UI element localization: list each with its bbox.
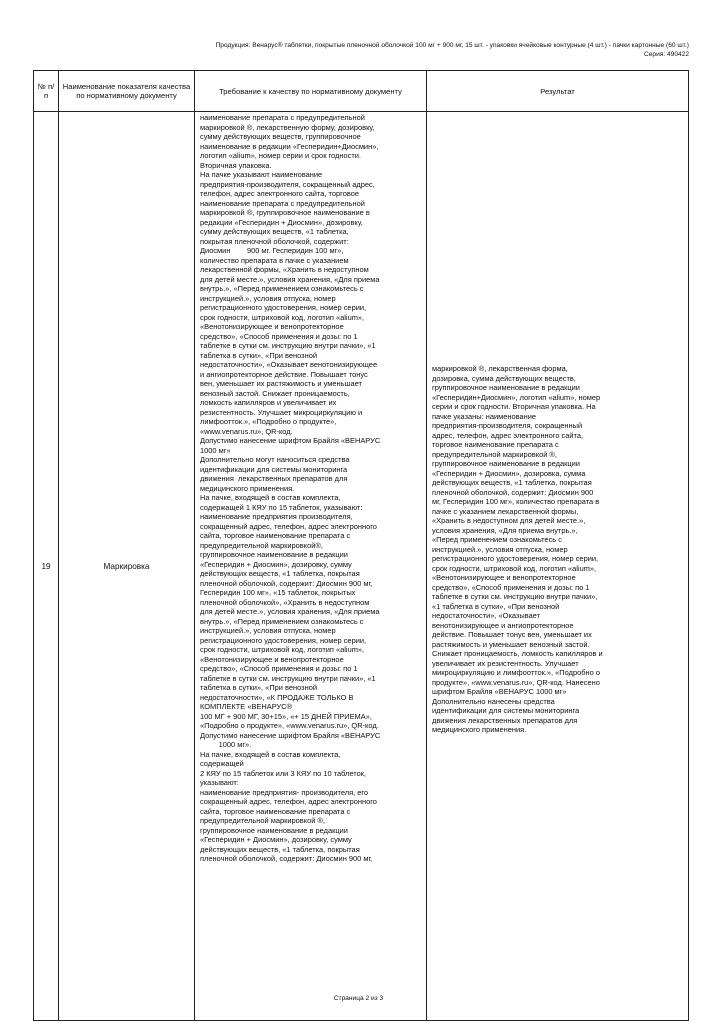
requirement-line: пленочной оболочкой, содержит: Диосмин 900 мг,	[200, 854, 373, 863]
requirement-line: таблетка в сутки», «При венозной	[200, 350, 317, 360]
result-line: условия хранения, «Для приема внутрь.»,	[432, 525, 578, 535]
requirement-line: средство», «Способ применения и дозы: по 1	[200, 331, 358, 341]
requirement-line: инструкцией.», условия отпуска, номер	[200, 626, 336, 635]
requirement-line: ломкость капилляров и увеличивает их	[200, 398, 337, 407]
requirement-line: идентификации для системы мониторинга	[200, 464, 348, 474]
result-line: «Гесперидин+Диосмин», логотип «alium», номер	[432, 392, 601, 402]
requirement-line: Гесперидин 100 мг», «15 таблеток, покрытых	[200, 588, 356, 597]
result-line: торговое наименование препарата с	[432, 440, 559, 449]
result-line: продукте», «www.venarus.ru», QR-код. Нанесено	[432, 677, 600, 687]
result-line: группировочное наименование в редакции	[432, 459, 580, 468]
result-line: увеличивает их резистентность. Улучшает	[432, 658, 579, 668]
requirement-line: указывают:	[200, 778, 239, 787]
requirement-line: пленочной оболочкой, содержит: Диосмин 900 мг,	[200, 578, 373, 588]
result-line: «Перед применением ознакомьтесь с	[432, 535, 562, 544]
result-line: инструкцией.», условия отпуска, номер	[432, 544, 568, 554]
requirement-line: телефон, адрес электронного сайта, торговое	[200, 189, 359, 198]
requirement-line: сокращенный адрес, телефон, адрес электронного	[200, 797, 377, 806]
requirement-line: сумму действующих веществ, группировочное	[200, 132, 361, 141]
requirement-line: недостаточности», «К ПРОДАЖЕ ТОЛЬКО В	[200, 692, 354, 702]
requirement-line: содержащей 1 КЯУ по 15 таблеток, указывают:	[200, 502, 363, 512]
requirement-line: и ангиопротекторное действие. Повышает тонус	[200, 369, 368, 379]
requirement-line: предупредительной маркировкой ®,	[200, 816, 325, 825]
requirement-line: На пачке, входящей в состав комплекта,	[200, 749, 341, 759]
requirement-line: срок годности, штриховой код, логотип «alium»,	[200, 312, 365, 322]
result-line: «Гесперидин + Диосмин», дозировка, сумма	[432, 468, 586, 478]
requirement-line: инструкцией.», условия отпуска, номер	[200, 293, 336, 303]
requirement-text	[200, 113, 423, 864]
requirement-line: резистентность. Улучшает микроциркуляцию и	[200, 407, 363, 417]
result-line: пачке указаны: наименование	[432, 411, 537, 421]
requirement-line: Допустимо нанесение шрифтом Брайля «ВЕНАРУС	[200, 436, 381, 445]
result-line: медицинского применения.	[432, 725, 527, 734]
header-requirement: Требование к качеству по нормативному документу	[195, 71, 427, 112]
requirement-line: таблетке в сутки см. инструкцию внутри пачки», «1	[200, 341, 376, 350]
requirement-line: КОМПЛЕКТЕ «ВЕНАРУС®	[200, 702, 293, 711]
result-line: средство», «Способ применения и дозы: по 1	[432, 582, 590, 592]
result-line: действующих веществ, «1 таблетка, покрытая	[432, 478, 592, 487]
page-number: Страница 2 из 3	[333, 995, 384, 1002]
header-indicator: Наименование показателя качества по нормативному документу	[59, 71, 195, 112]
requirement-line: действующих веществ, «1 таблетка, покрытая	[200, 569, 360, 578]
requirement-line: логотип «alium», номер серии и срок годности.	[200, 151, 361, 160]
requirement-line: маркировкой ®, группировочное наименование в	[200, 208, 370, 217]
result-line: мг, Гесперидин 100 мг», количество препарата в	[432, 497, 600, 506]
result-line: «1 таблетка в сутки», «При венозной	[432, 601, 560, 611]
requirement-cell	[195, 112, 427, 1021]
result-line: Дополнительно нанесены средства	[432, 696, 555, 706]
result-line: венотонизирующее и ангиопротекторное	[432, 620, 574, 630]
requirement-line: количество препарата в пачке с указанием	[200, 255, 349, 265]
requirement-line: содержащей	[200, 759, 244, 768]
result-line: пленочной оболочкой, содержит: Диосмин 900	[432, 487, 594, 497]
requirement-line: «Гесперидин + Диосмин», дозировку, сумму	[200, 835, 352, 844]
requirement-line: наименование предприятия- производителя, его	[200, 787, 369, 797]
result-line: «Хранить в недоступном для детей месте.»,	[432, 516, 586, 525]
requirement-line: венозный застой. Снижает проницаемость,	[200, 388, 350, 398]
requirement-line: сумму действующих веществ, «1 таблетка,	[200, 227, 349, 236]
requirement-line: наименование препарата с предупредительной	[200, 198, 365, 208]
result-line: «Венотонизирующее и венопротекторное	[432, 573, 576, 582]
requirement-line: лимфоотток.», «Подробно о продукте»,	[200, 417, 337, 426]
result-line: дозировка, сумма действующих веществ,	[432, 373, 576, 383]
result-line: растяжимость и уменьшает венозный застой.	[432, 639, 590, 649]
result-line: таблетке в сутки см. инструкцию внутри пачки»,	[432, 592, 598, 601]
result-line: действие. Повышает тонус вен, уменьшает их	[432, 630, 592, 639]
requirement-line: лекарственной формы, «Хранить в недоступном	[200, 265, 369, 274]
row-number: 19	[34, 112, 59, 1021]
requirement-line: Вторичная упаковка.	[200, 160, 272, 170]
requirement-line: регистрационного удостоверения, номер серии,	[200, 303, 367, 312]
requirement-line: для детей месте.», условия хранения, «Для приема	[200, 274, 380, 284]
requirement-line: срок годности, штриховой код, логотип «alium»,	[200, 645, 365, 654]
requirement-line: наименование в редакции «Гесперидин+Диосмин»,	[200, 141, 379, 151]
requirement-line: покрытая пленочной оболочкой, содержит:	[200, 236, 349, 246]
requirement-line: Диосмин 900 мг. Гесперидин 100 мг»,	[200, 246, 344, 255]
requirement-line: Дополнительно могут наноситься средства	[200, 455, 350, 464]
requirement-line: внутрь.», «Перед применением ознакомьтесь с	[200, 284, 364, 293]
quality-table	[33, 70, 689, 1021]
requirement-line: сайта, торговое наименование препарата с	[200, 531, 351, 540]
requirement-line: группировочное наименование в редакции	[200, 550, 348, 559]
requirement-line: На пачке указывают наименование	[200, 170, 323, 179]
result-line: срок годности, штриховой код, логотип «alium»,	[432, 563, 597, 573]
requirement-line: наименование предприятия производителя,	[200, 512, 353, 521]
table-header-row	[34, 71, 689, 112]
requirement-line: таблетка в сутки», «При венозной	[200, 683, 317, 692]
result-line: пачке с указанием лекарственной формы,	[432, 506, 579, 516]
result-line: регистрационного удостоверения, номер серии,	[432, 554, 599, 563]
header-num: № п/п	[34, 71, 59, 112]
result-line: недостаточности», «Оказывает	[432, 611, 540, 620]
requirement-line: таблетке в сутки см. инструкцию внутри пачки», «1	[200, 673, 376, 683]
requirement-line: редакции «Гесперидин + Диосмин», дозировку,	[200, 217, 363, 227]
requirement-line: группировочное наименование в редакции	[200, 825, 348, 835]
requirement-line: недостаточности», «Оказывает венотонизирующее	[200, 360, 378, 369]
requirement-line: предприятия-производителя, сокращенный адрес,	[200, 179, 375, 189]
requirement-line: медицинского применения.	[200, 483, 295, 493]
requirement-line: «Венотонизирующее и венопротекторное	[200, 654, 344, 664]
document-header-product: Продукция: Венарус® таблетки, покрытые пленочной оболочкой 100 мг + 900 мг, 15 шт. - упаковки ячейковые контурные (4 шт.) - пачки картонные (60 шт.)	[215, 42, 689, 49]
result-line: маркировкой ®, лекарственная форма,	[432, 364, 568, 373]
result-line: шрифтом Брайля «ВЕНАРУС 1000 мг»	[432, 687, 567, 696]
requirement-line: пленочной оболочкой», «Хранить в недоступном	[200, 597, 370, 607]
result-line: идентификации для системы мониторинга	[432, 706, 580, 715]
result-line: серии и срок годности. Вторичная упаковка. На	[432, 402, 596, 411]
requirement-line: «Гесперидин + Диосмин», дозировку, сумму	[200, 559, 352, 569]
requirement-line: наименование препарата с предупредительной	[200, 113, 365, 122]
requirement-line: движения лекарственных препаратов для	[200, 474, 348, 483]
requirement-line: «Подробно о продукте», «www.venarus.ru», QR-код.	[200, 721, 379, 730]
requirement-line: Допустимо нанесение шрифтом Брайля «ВЕНАРУС	[200, 730, 381, 740]
requirement-line: сокращенный адрес, телефон, адрес электронного	[200, 521, 377, 531]
requirement-line: предупредительной маркировкой®,	[200, 540, 323, 550]
result-line: Снижает проницаемость, ломкость капилляров и	[432, 649, 603, 658]
requirement-line: 100 МГ + 900 МГ, 30+15», «+ 15 ДНЕЙ ПРИЕМА»,	[200, 711, 372, 721]
requirement-line: средство», «Способ применения и дозы: по 1	[200, 664, 358, 673]
result-text	[432, 364, 685, 735]
requirement-line: маркировкой ®, лекарственную форму, дозировку,	[200, 122, 375, 132]
requirement-line: На пачке, входящей в состав комплекта,	[200, 493, 341, 502]
requirement-line: 1000 мг».	[200, 740, 252, 749]
result-line: микроциркуляцию и лимфоотток.», «Подробно о	[432, 668, 600, 677]
row-indicator: Маркировка	[59, 112, 195, 1021]
result-line: адрес, телефон, адрес электронного сайта,	[432, 430, 584, 440]
requirement-line: 1000 мг»	[200, 445, 231, 455]
requirement-line: вен, уменьшает их растяжимость и уменьшает	[200, 379, 362, 388]
requirement-line: для детей месте.», условия хранения, «Для приема	[200, 607, 380, 616]
requirement-line: регистрационного удостоверения, номер серии,	[200, 635, 367, 645]
requirement-line: «www.venarus.ru», QR-код.	[200, 426, 293, 436]
requirement-line: «Венотонизирующее и венопротекторное	[200, 322, 344, 331]
result-line: предупредительной маркировкой ®,	[432, 449, 557, 459]
result-cell	[427, 112, 689, 1021]
requirement-line: 2 КЯУ по 15 таблеток или 3 КЯУ по 10 таблеток,	[200, 768, 367, 778]
result-line: группировочное наименование в редакции	[432, 383, 580, 392]
result-line: предприятия-производителя, сокращенный	[432, 421, 583, 430]
requirement-line: внутрь.», «Перед применением ознакомьтесь с	[200, 616, 364, 626]
requirement-line: действующих веществ, «1 таблетка, покрытая	[200, 844, 360, 854]
result-line: движения лекарственных препаратов для	[432, 715, 578, 725]
table-row	[34, 112, 689, 1021]
requirement-line: сайта, торговое наименование препарата с	[200, 806, 351, 816]
document-header-batch: Серия: 490422	[643, 51, 689, 58]
header-result: Результат	[427, 71, 689, 112]
